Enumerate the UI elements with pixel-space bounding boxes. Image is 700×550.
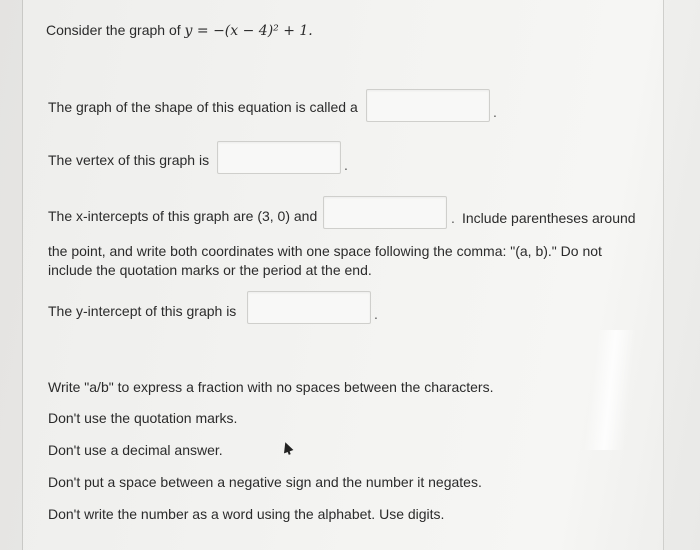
y-intercept-prompt: The y-intercept of this graph is [48, 303, 237, 319]
vertex-period: . [344, 157, 348, 173]
intro-text: Consider the graph of [46, 22, 181, 38]
vertex-prompt: The vertex of this graph is [48, 152, 210, 168]
shape-prompt: The graph of the shape of this equation is called a [48, 99, 358, 115]
y-intercept-period: . [374, 306, 378, 322]
shape-period: . [493, 104, 497, 120]
rule-fraction: Write "a/b" to express a fraction with no spaces between the characters. [48, 379, 494, 395]
rule-negative-sign: Don't put a space between a negative sign and the number it negates. [48, 474, 482, 490]
rule-no-quotes: Don't use the quotation marks. [48, 410, 238, 426]
x-intercepts-prompt: The x-intercepts of this graph are (3, 0) and [48, 208, 318, 224]
shape-answer-input[interactable] [366, 89, 490, 122]
equation: y = −(x − 4)² + 1. [184, 23, 313, 39]
rule-no-decimal: Don't use a decimal answer. [48, 442, 223, 458]
x-intercept-answer-input[interactable] [323, 196, 447, 229]
x-intercept-period: . [451, 210, 455, 226]
x-intercepts-instruction-rest: the point, and write both coordinates with one space following the comma: "(a, b)." Do not include the quotation marks or the period at the end. [48, 243, 602, 278]
x-intercepts-instruction-start: Include parentheses around [462, 210, 636, 226]
question-intro [46, 21, 313, 40]
y-intercept-answer-input[interactable] [247, 291, 371, 324]
rule-use-digits: Don't write the number as a word using the alphabet. Use digits. [48, 506, 445, 522]
vertex-answer-input[interactable] [217, 141, 341, 174]
